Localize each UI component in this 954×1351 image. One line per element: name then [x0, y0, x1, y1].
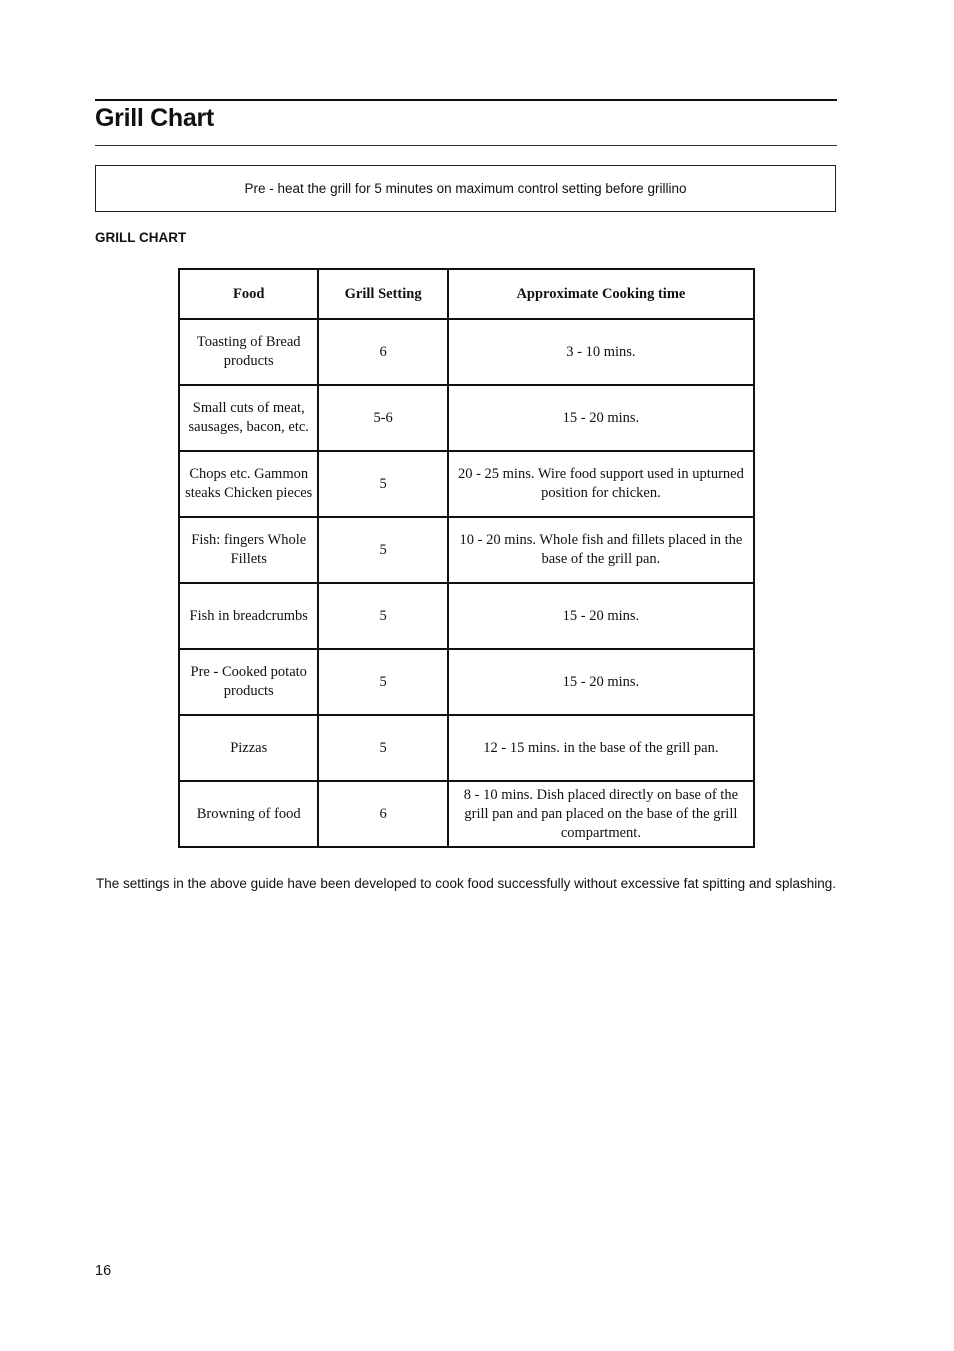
setting-cell: 6: [318, 319, 447, 385]
grill-chart-table: [178, 268, 755, 848]
setting-cell: 5: [318, 715, 447, 781]
setting-cell: 5: [318, 583, 447, 649]
page-title: Grill Chart: [95, 104, 214, 132]
table-row: [179, 583, 754, 649]
setting-cell: 5: [318, 517, 447, 583]
setting-cell: 5: [318, 649, 447, 715]
preheat-notice-box: [95, 165, 836, 212]
section-heading: GRILL CHART: [95, 230, 187, 245]
table-row: [179, 715, 754, 781]
time-cell: 10 - 20 mins. Whole fish and fillets placed in the base of the grill pan.: [448, 517, 754, 583]
food-cell: Small cuts of meat, sausages, bacon, etc.: [179, 385, 318, 451]
food-cell: Fish: fingers Whole Fillets: [179, 517, 318, 583]
table-row: [179, 517, 754, 583]
table-row: [179, 385, 754, 451]
table-row: [179, 649, 754, 715]
food-cell: Fish in breadcrumbs: [179, 583, 318, 649]
time-cell: 12 - 15 mins. in the base of the grill pan.: [448, 715, 754, 781]
header-grill-setting: Grill Setting: [318, 269, 447, 319]
title-rule: [95, 145, 837, 146]
setting-cell: 5: [318, 451, 447, 517]
preheat-notice-text: Pre - heat the grill for 5 minutes on maximum control setting before grillino: [244, 181, 687, 196]
time-cell: 15 - 20 mins.: [448, 385, 754, 451]
footnote: The settings in the above guide have been developed to cook food successfully without excessive fat spitting and splashing.: [96, 876, 836, 891]
food-cell: Toasting of Bread products: [179, 319, 318, 385]
table-row: [179, 781, 754, 847]
setting-cell: 5-6: [318, 385, 447, 451]
time-cell: 15 - 20 mins.: [448, 583, 754, 649]
setting-cell: 6: [318, 781, 447, 847]
table-header-row: [179, 269, 754, 319]
food-cell: Pizzas: [179, 715, 318, 781]
time-cell: 15 - 20 mins.: [448, 649, 754, 715]
food-cell: Chops etc. Gammon steaks Chicken pieces: [179, 451, 318, 517]
time-cell: 3 - 10 mins.: [448, 319, 754, 385]
time-cell: 20 - 25 mins. Wire food support used in upturned position for chicken.: [448, 451, 754, 517]
table-row: [179, 319, 754, 385]
table-row: [179, 451, 754, 517]
header-cooking-time: Approximate Cooking time: [448, 269, 754, 319]
top-rule: [95, 99, 837, 101]
page-number: 16: [95, 1263, 112, 1279]
time-cell: 8 - 10 mins. Dish placed directly on base of the grill pan and pan placed on the base of the grill compartment.: [448, 781, 754, 847]
header-food: Food: [179, 269, 318, 319]
food-cell: Browning of food: [179, 781, 318, 847]
food-cell: Pre - Cooked potato products: [179, 649, 318, 715]
